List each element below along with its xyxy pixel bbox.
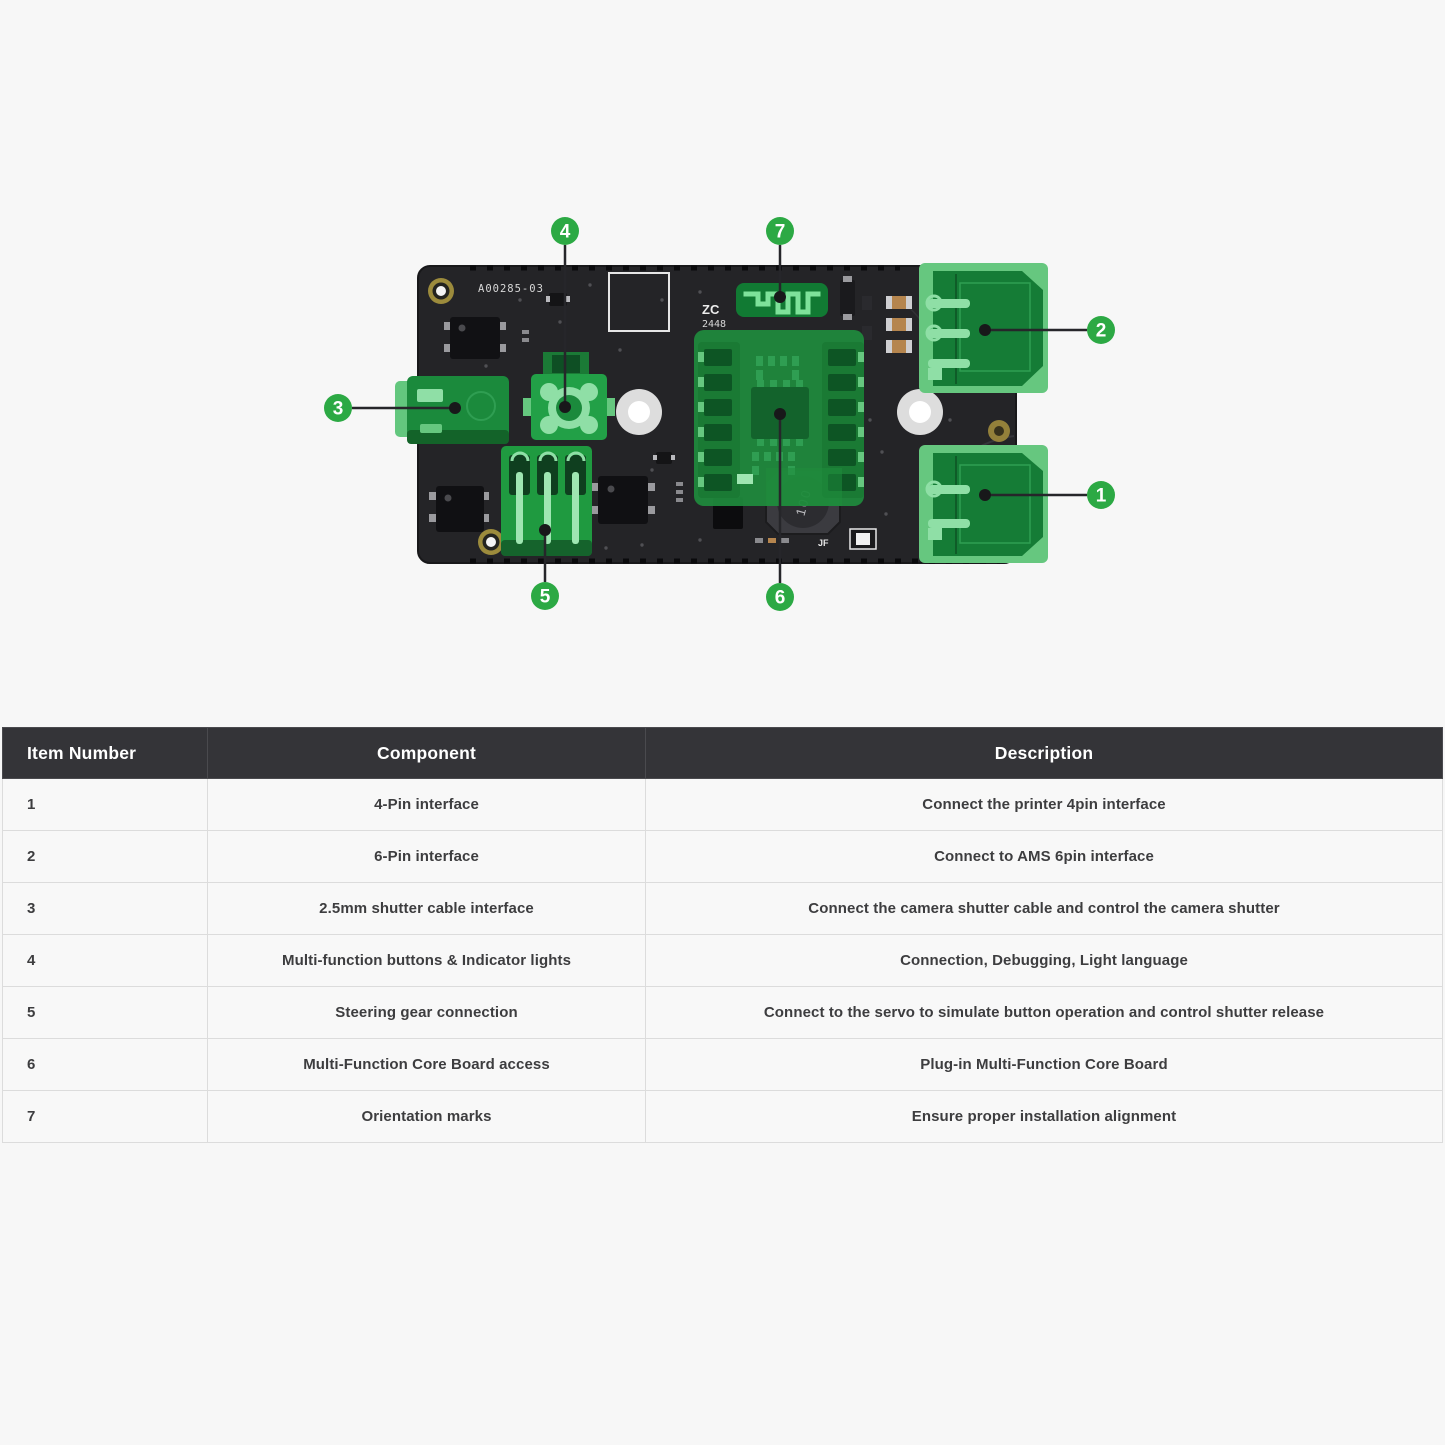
cell-component: 2.5mm shutter cable interface [208,883,646,935]
ic-chip [444,317,506,359]
silkscreen-board-id: A00285-03 [478,283,544,295]
callout-1 [1087,481,1115,509]
callout-number: 3 [332,398,344,420]
table-row [3,935,1443,987]
logo-subtext: 2448 [702,319,727,330]
smd-component [840,276,855,320]
table-row [3,779,1443,831]
cell-component: Steering gear connection [208,987,646,1039]
cell-item-number: 3 [3,883,208,935]
smd-resistors [886,296,912,353]
header-description: Description [646,728,1443,779]
cell-description: Connect to the servo to simulate button operation and control shutter release [646,987,1443,1039]
gold-via-hole [988,420,1010,442]
table-row [3,831,1443,883]
mounting-hole-bottom-left [478,529,504,555]
table-row [3,987,1443,1039]
cell-description: Plug-in Multi-Function Core Board [646,1039,1443,1091]
four-pin-connector [919,445,1048,563]
callout-number: 4 [559,221,571,243]
cell-component: 4-Pin interface [208,779,646,831]
cell-component: Multi-function buttons & Indicator lights [208,935,646,987]
ic-chip [591,476,655,524]
cell-item-number: 5 [3,987,208,1039]
cell-item-number: 4 [3,935,208,987]
callout-number: 6 [774,587,786,609]
cell-component: 6-Pin interface [208,831,646,883]
callout-2 [1087,316,1115,344]
callout-number: 7 [774,221,786,243]
cell-component: Multi-Function Core Board access [208,1039,646,1091]
cell-description: Connect the printer 4pin interface [646,779,1443,831]
cell-item-number: 6 [3,1039,208,1091]
cell-item-number: 2 [3,831,208,883]
table-row [3,883,1443,935]
standoff-hole [897,389,943,435]
table-header-row [3,728,1443,779]
cell-component: Orientation marks [208,1091,646,1143]
cell-description: Connect the camera shutter cable and control the camera shutter [646,883,1443,935]
standoff-hole [616,389,662,435]
cell-item-number: 1 [3,779,208,831]
callout-number: 5 [539,586,551,608]
sot23-transistor [546,293,570,306]
mounting-hole-top-left [428,278,454,304]
callout-6 [766,583,794,611]
spec-table [2,727,1443,1143]
callout-3 [324,394,352,422]
header-component: Component [208,728,646,779]
sot23-transistor [653,452,675,464]
jf-silkscreen-label: JF [818,538,829,548]
callout-7 [766,217,794,245]
header-item-number: Item Number [3,728,208,779]
table-row [3,1039,1443,1091]
ic-chip [429,486,489,532]
cell-item-number: 7 [3,1091,208,1143]
cell-description: Ensure proper installation alignment [646,1091,1443,1143]
callout-4 [551,217,579,245]
callout-5 [531,582,559,610]
callout-number: 2 [1095,320,1107,342]
cell-description: Connection, Debugging, Light language [646,935,1443,987]
cell-description: Connect to AMS 6pin interface [646,831,1443,883]
table-row [3,1091,1443,1143]
servo-connector [501,446,592,556]
logo-text: ZC [702,302,720,317]
callout-number: 1 [1095,485,1107,507]
